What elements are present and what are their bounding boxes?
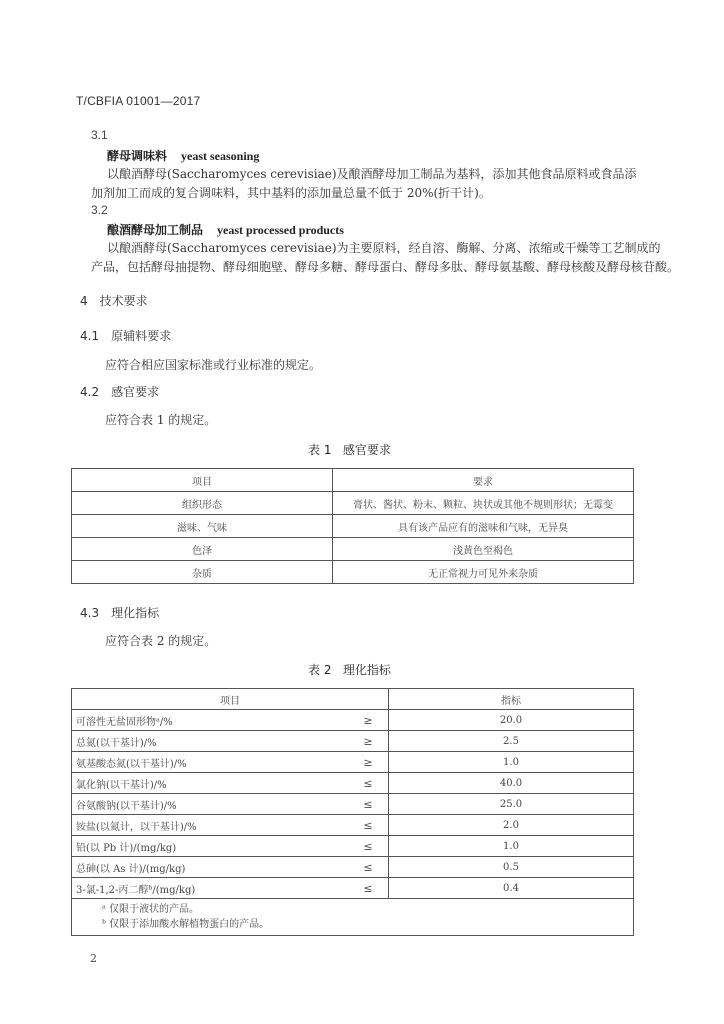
table-cell: 无正常视力可见外来杂质 bbox=[333, 561, 634, 584]
table-2 bbox=[71, 688, 634, 936]
term-en: yeast seasoning bbox=[181, 149, 260, 163]
table-row bbox=[72, 836, 634, 857]
section-3-2-number: 3.2 bbox=[91, 203, 108, 217]
term-en: yeast processed products bbox=[217, 223, 344, 237]
table-cell-value: 0.4 bbox=[389, 878, 634, 899]
definition-line: 加剂加工而成的复合调味料，其中基料的添加量总量不低于 20%(折干计)。 bbox=[91, 186, 491, 200]
table-cell: 具有该产品应有的滋味和气味，无异臭 bbox=[333, 515, 634, 538]
table-header-cell: 项目 bbox=[72, 469, 333, 492]
definition-line: 产品，包括酵母抽提物、酵母细胞壁、酵母多糖、酵母蛋白、酵母多肽、酵母氨基酸、酵母核酸及酵母核苷酸。 bbox=[91, 260, 680, 274]
table-header-row bbox=[72, 469, 634, 492]
table-row bbox=[72, 878, 634, 899]
section-3-1-number: 3.1 bbox=[91, 128, 108, 142]
table-cell: 膏状、酱状、粉末、颗粒、块状或其他不规则形状；无霉变 bbox=[333, 492, 634, 515]
table-header-cell: 要求 bbox=[333, 469, 634, 492]
section-title: 感官要求 bbox=[111, 385, 160, 399]
table-cell-operator: ≤ bbox=[348, 815, 389, 836]
section-4-2-heading bbox=[80, 383, 159, 400]
term-cn: 酵母调味料 bbox=[107, 149, 168, 163]
table-note: ᵃ 仅限于液状的产品。 bbox=[102, 904, 200, 915]
table-cell-item: 铵盐(以氮计，以干基计)/% bbox=[72, 815, 349, 836]
section-number: 4 bbox=[80, 294, 88, 308]
table-cell-item: 总砷(以 As 计)/(mg/kg) bbox=[72, 857, 349, 878]
table-row bbox=[72, 815, 634, 836]
table-cell-value: 2.0 bbox=[389, 815, 634, 836]
table-cell-operator: ≤ bbox=[348, 794, 389, 815]
section-4-2-text: 应符合表 1 的规定。 bbox=[105, 413, 217, 427]
term-yeast-processed-products bbox=[107, 221, 344, 238]
term-cn: 酿酒酵母加工制品 bbox=[107, 223, 204, 237]
table-cell-item: 谷氨酸钠(以干基计)/% bbox=[72, 794, 349, 815]
table-cell-value: 2.5 bbox=[389, 731, 634, 752]
section-4-3-text: 应符合表 2 的规定。 bbox=[105, 634, 217, 648]
page-number: 2 bbox=[90, 952, 97, 965]
table-cell-item: 可溶性无盐固形物ᵃ/% bbox=[72, 710, 349, 731]
section-title: 技术要求 bbox=[99, 294, 148, 308]
table-row bbox=[72, 538, 634, 561]
table-2-caption: 表 2 理化指标 bbox=[308, 663, 391, 677]
table-notes-row bbox=[72, 899, 634, 936]
table-cell-item: 铅(以 Pb 计)/(mg/kg) bbox=[72, 836, 349, 857]
table-1 bbox=[71, 468, 634, 584]
table-cell-item: 氯化钠(以干基计)/% bbox=[72, 773, 349, 794]
definition-line: 以酿酒酵母(Saccharomyces cerevisiae)为主要原料，经自溶、酶解、分离、浓缩或干燥等工艺制成的 bbox=[107, 241, 661, 255]
table-cell-operator: ≥ bbox=[348, 752, 389, 773]
table-cell: 浅黄色至褐色 bbox=[333, 538, 634, 561]
table-row bbox=[72, 561, 634, 584]
definition-line: 以酿酒酵母(Saccharomyces cerevisiae)及酿酒酵母加工制品为基料，添加其他食品原料或食品添 bbox=[107, 167, 637, 181]
table-row bbox=[72, 794, 634, 815]
section-4-heading bbox=[80, 292, 148, 309]
table-row bbox=[72, 731, 634, 752]
table-cell-operator: ≤ bbox=[348, 857, 389, 878]
table-row bbox=[72, 773, 634, 794]
table-header-cell: 项目 bbox=[72, 689, 389, 710]
table-cell-operator: ≤ bbox=[348, 836, 389, 857]
table-note: ᵇ 仅限于添加酸水解植物蛋白的产品。 bbox=[102, 919, 270, 930]
table-header-cell: 指标 bbox=[389, 689, 634, 710]
table-cell-value: 1.0 bbox=[389, 752, 634, 773]
table-cell: 色泽 bbox=[72, 538, 333, 561]
section-4-3-heading bbox=[80, 604, 159, 621]
table-cell-operator: ≤ bbox=[348, 773, 389, 794]
table-header-row bbox=[72, 689, 634, 710]
document-code: T/CBFIA 01001—2017 bbox=[76, 94, 201, 108]
table-row bbox=[72, 515, 634, 538]
table-cell-operator: ≤ bbox=[348, 878, 389, 899]
table-cell-value: 0.5 bbox=[389, 857, 634, 878]
table-cell-item: 3-氯-1,2-丙二醇ᵇ/(mg/kg) bbox=[72, 878, 349, 899]
table-cell: 组织形态 bbox=[72, 492, 333, 515]
table-cell-item: 氨基酸态氮(以干基计)/% bbox=[72, 752, 349, 773]
table-notes bbox=[72, 899, 634, 936]
section-number: 4.3 bbox=[80, 606, 100, 620]
table-row bbox=[72, 710, 634, 731]
section-title: 原辅料要求 bbox=[111, 329, 172, 343]
section-4-1-heading bbox=[80, 327, 171, 344]
term-yeast-seasoning bbox=[107, 147, 259, 164]
section-4-1-text: 应符合相应国家标准或行业标准的规定。 bbox=[105, 358, 322, 372]
table-cell-value: 40.0 bbox=[389, 773, 634, 794]
table-cell: 杂质 bbox=[72, 561, 333, 584]
table-cell-value: 20.0 bbox=[389, 710, 634, 731]
table-cell-operator: ≥ bbox=[348, 731, 389, 752]
table-cell-value: 25.0 bbox=[389, 794, 634, 815]
table-row bbox=[72, 492, 634, 515]
section-number: 4.1 bbox=[80, 329, 100, 343]
table-cell: 滋味、气味 bbox=[72, 515, 333, 538]
table-cell-operator: ≥ bbox=[348, 710, 389, 731]
table-row bbox=[72, 857, 634, 878]
section-number: 4.2 bbox=[80, 385, 100, 399]
table-cell-item: 总氮(以干基计)/% bbox=[72, 731, 349, 752]
table-1-caption: 表 1 感官要求 bbox=[308, 443, 391, 457]
table-cell-value: 1.0 bbox=[389, 836, 634, 857]
table-row bbox=[72, 752, 634, 773]
section-title: 理化指标 bbox=[111, 606, 160, 620]
